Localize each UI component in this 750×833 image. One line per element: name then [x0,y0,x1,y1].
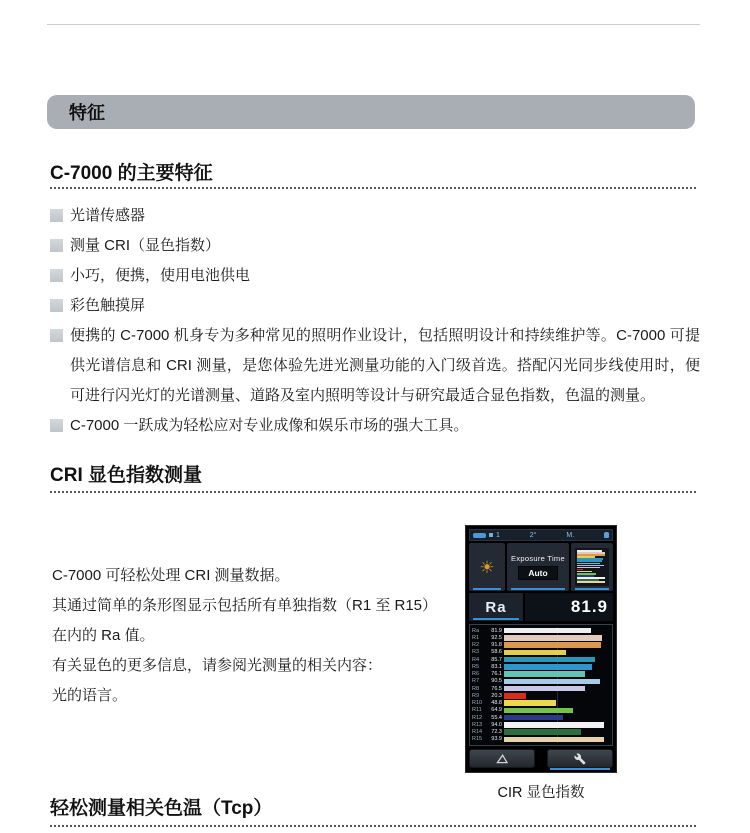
cri-row-value: 76.1 [491,671,502,678]
feature-item: 便携的 C-7000 机身专为多种常见的照明作业设计，包括照明设计和持续维护等。C-7000 可提供光谱信息和 CRI 测量，是您体验先进光测量功能的入门级首选。搭配闪光同步线使用时，便可进行闪光灯的光谱测量、道路及室内照明等设计与研究最适合显色指数，色温的测量。 [50,321,700,411]
cri-row-track [504,671,610,677]
delta-triangle-icon [496,754,508,764]
feature-item: 测量 CRI（显色指数） [50,231,700,261]
device-status-bar [469,529,613,541]
dashed-divider [50,187,696,189]
memory-number: 1 [496,531,500,539]
cri-row-track [504,693,610,699]
spectrum-thumbnail [575,548,609,586]
mode-indicator: M. [566,531,575,539]
cri-row-track [504,642,610,648]
settings-button [547,749,613,768]
cri-row-label: R13 [472,721,483,728]
delta-button [469,749,535,768]
exposure-time-label: Exposure Time [511,554,565,563]
heading-cri: CRI 显色指数测量 [50,465,203,486]
cri-row [472,642,610,649]
cri-row [472,656,610,663]
cri-row-value: 76.5 [491,685,502,692]
memory-icon [489,533,493,537]
cri-row-track [504,686,610,692]
cri-row-bar [504,635,602,641]
cri-paragraph-line: 在内的 Ra 值。 [52,627,155,644]
cri-paragraph [52,561,462,711]
cri-row [472,649,610,656]
cri-row-label: R7 [472,678,480,685]
cri-row [472,678,610,685]
device-screen [465,525,617,773]
figure-caption: CIR 显色指数 [497,785,585,801]
cri-row-label: R14 [472,729,483,736]
cri-row-value: 91.8 [491,642,502,649]
cri-paragraph-line: 光的语言。 [52,687,128,704]
cri-row-bar [504,679,600,685]
cri-row-label: R2 [472,642,480,649]
cri-row-track [504,737,610,743]
cri-row-track [504,635,610,641]
cri-row-label: R8 [472,685,480,692]
thumbnail-bar [577,581,605,583]
cri-row-bar [504,642,601,648]
angle-indicator: 2° [529,531,537,539]
cri-row-track [504,722,610,728]
cri-paragraph-line: 其通过简单的条形图显示包括所有单独指数（R1 至 R15） [52,597,438,614]
heading-tcp: 轻松测量相关色温（Tcp） [50,798,273,819]
device-control-row [469,543,613,591]
dashed-divider [50,491,696,493]
cri-row-value: 90.5 [491,678,502,685]
cri-row [472,736,610,743]
ambient-mode-cell [469,543,505,591]
cri-row-track [504,729,610,735]
cri-row-value: 83.1 [491,663,502,670]
cri-row [472,721,610,728]
cri-row-value: 85.7 [491,656,502,663]
cri-row-value: 48.8 [491,700,502,707]
feature-item: 光谱传感器 [50,201,700,231]
cri-row-track [504,657,610,663]
ra-value: 81.9 [525,593,613,621]
cri-row-label: Ra [472,627,480,634]
cri-row [472,627,610,634]
cri-row-bar [504,729,581,735]
cri-row-bar [504,708,573,714]
cri-row-track [504,700,610,706]
sun-icon: ☀ [479,557,495,577]
battery-icon [473,533,486,538]
section-header-bar [47,95,695,129]
cri-row-value: 72.3 [491,729,502,736]
cri-bar-chart [469,624,613,746]
cri-row [472,692,610,699]
cri-row-value: 93.9 [491,736,502,743]
cri-row [472,663,610,670]
cri-row-value: 64.9 [491,707,502,714]
cri-row [472,671,610,678]
cri-row-label: R12 [472,714,483,721]
cri-row-bar [504,715,563,721]
cri-row [472,685,610,692]
cri-row-value: 20.3 [491,692,502,699]
ra-label: Ra [469,593,523,621]
wrench-icon [574,753,586,765]
cri-row-bar [504,700,556,706]
top-divider [47,24,700,25]
device-screen-figure [465,525,617,802]
cri-row-value: 81.9 [491,627,502,634]
cri-row-bar [504,693,526,699]
cri-row-track [504,679,610,685]
cri-row [472,729,610,736]
cri-row-label: R10 [472,700,483,707]
cri-row-value: 92.5 [491,634,502,641]
cri-row-bar [504,650,566,656]
cri-row-track [504,650,610,656]
cri-row [472,707,610,714]
cri-row-bar [504,686,585,692]
spectrum-thumbnail-cell [571,543,613,591]
cri-row [472,714,610,721]
cri-row-bar [504,722,604,728]
cri-paragraph-line: C-7000 可轻松处理 CRI 测量数据。 [52,567,290,584]
cri-row-label: R3 [472,649,480,656]
cri-row-track [504,715,610,721]
exposure-time-cell [507,543,569,591]
section-header-title: 特征 [69,103,105,123]
ra-readout-row [469,593,613,621]
cri-row-bar [504,664,592,670]
dashed-divider [50,825,696,827]
cri-row-label: R6 [472,671,480,678]
feature-item: 彩色触摸屏 [50,291,700,321]
cri-row-value: 58.6 [491,649,502,656]
cri-row-bar [504,657,595,663]
cri-paragraph-line: 有关显色的更多信息，请参阅光测量的相关内容： [52,657,383,674]
cri-row-label: R15 [472,736,483,743]
cri-row [472,634,610,641]
cri-row-label: R11 [472,707,482,714]
cri-row-bar [504,628,591,634]
lock-icon [604,532,609,538]
cri-row-value: 94.0 [491,721,502,728]
device-button-row [469,749,613,769]
cri-row [472,700,610,707]
cri-row-label: R4 [472,656,480,663]
heading-main-features: C-7000 的主要特征 [50,163,213,184]
cri-row-value: 55.4 [491,714,502,721]
cri-row-label: R1 [472,634,480,641]
cri-row-bar [504,737,604,743]
cri-row-track [504,708,610,714]
cri-row-track [504,628,610,634]
feature-item: C-7000 一跃成为轻松应对专业成像和娱乐市场的强大工具。 [50,411,700,441]
cri-row-label: R5 [472,663,480,670]
cri-row-track [504,664,610,670]
features-list [50,201,700,441]
cri-row-label: R9 [472,692,480,699]
cri-row-bar [504,671,585,677]
feature-item: 小巧，便携，使用电池供电 [50,261,700,291]
exposure-time-value: Auto [518,566,557,580]
